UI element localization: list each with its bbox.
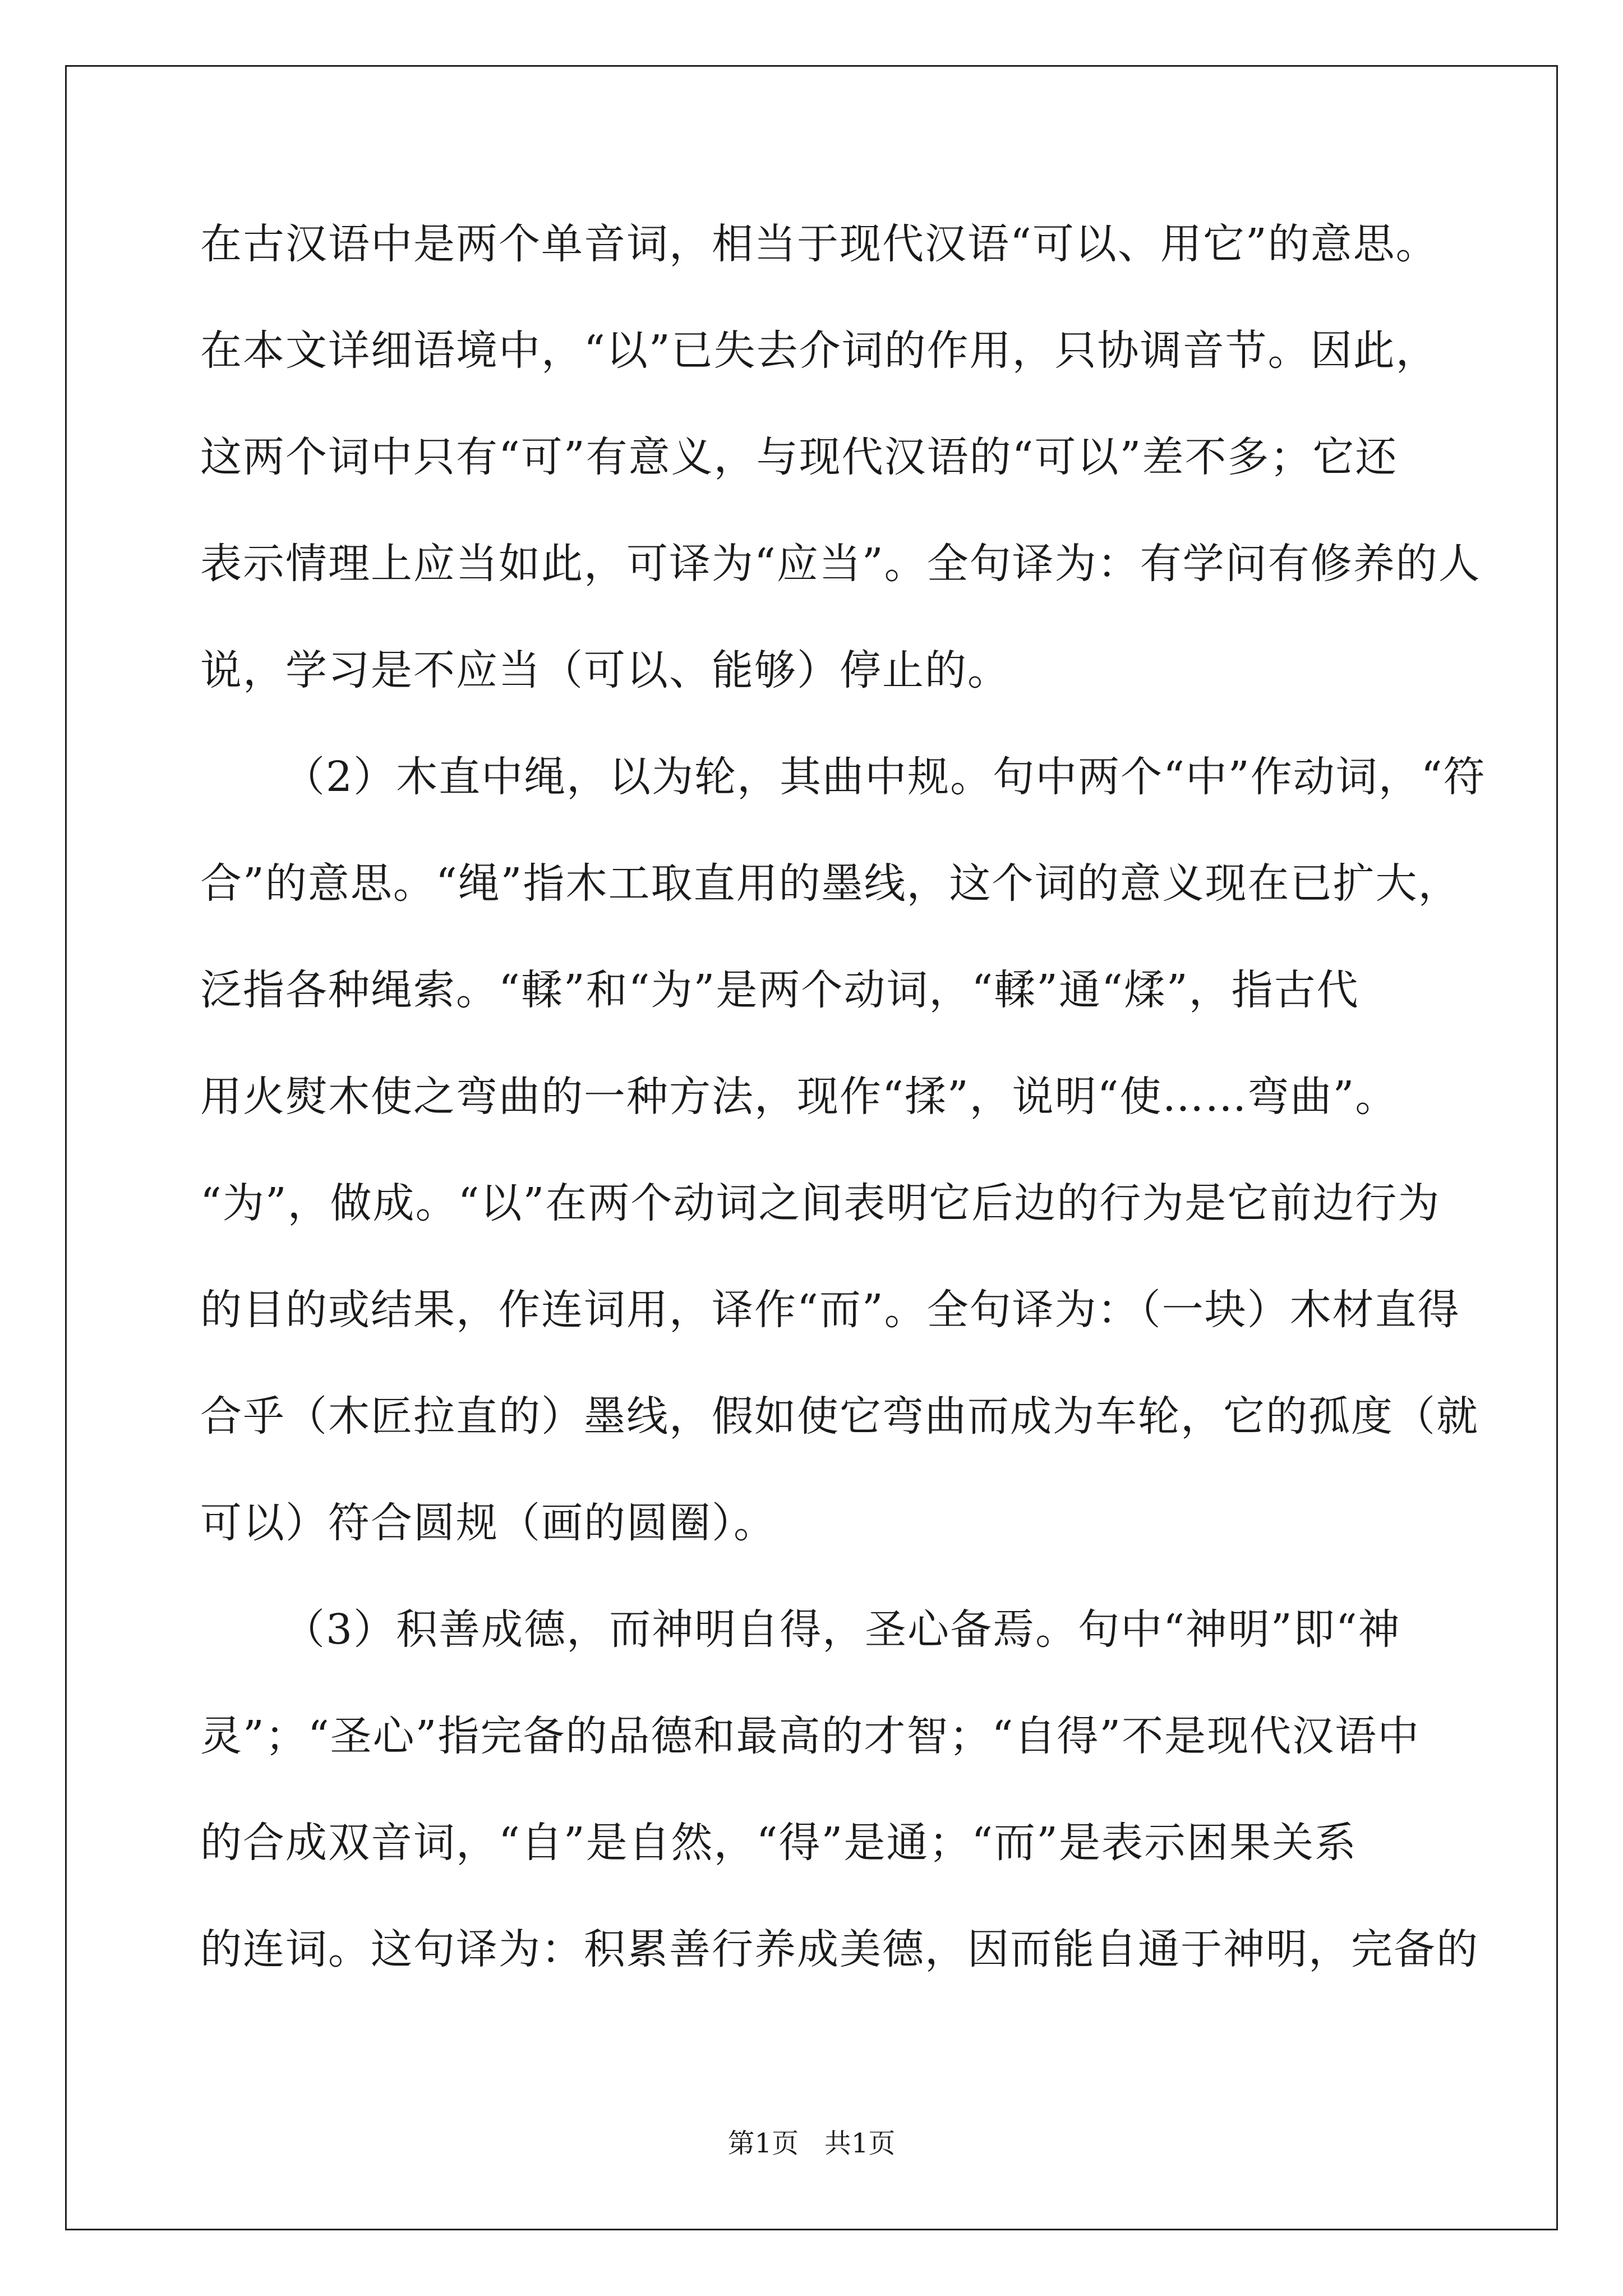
paragraph-start-line: （3）积善成德，而神明自得，圣心备焉。句中“神明”即“神: [283, 1605, 1401, 1654]
text-line: “为”，做成。“以”在两个动词之间表明它后边的行为是它前边行为: [200, 1179, 1441, 1227]
page-number-footer: 第1页 共1页: [727, 2128, 896, 2159]
text-line: 表示情理上应当如此，可译为“应当”。全句译为：有学问有修养的人: [200, 540, 1481, 588]
text-line: 这两个词中只有“可”有意义，与现代汉语的“可以”差不多；它还: [200, 433, 1398, 481]
text-line: 可以）符合圆规（画的圆圈）。: [200, 1499, 776, 1547]
text-line: 用火熨木使之弯曲的一种方法，现作“揉”，说明“使……弯曲”。: [200, 1073, 1398, 1121]
text-line: 灵”；“圣心”指完备的品德和最高的才智；“自得”不是现代汉语中: [200, 1712, 1421, 1760]
text-line: 泛指各种绳索。“輮”和“为”是两个动词，“輮”通“煣”，指古代: [200, 966, 1359, 1014]
text-line: 在古汉语中是两个单音词，相当于现代汉语“可以、用它”的意思。: [200, 220, 1438, 268]
paragraph-start-line: （2）木直中绳，以为轮，其曲中规。句中两个“中”作动词，“符: [283, 753, 1486, 801]
text-line: 合”的意思。“绳”指木工取直用的墨线，这个词的意义现在已扩大，: [200, 859, 1461, 908]
text-line: 的连词。这句译为：积累善行养成美德，因而能自通于神明，完备的: [200, 1925, 1479, 1973]
text-line: 在本文详细语境中，“以”已失去介词的作用，只协调音节。因此，: [200, 326, 1438, 375]
text-line: 说，学习是不应当（可以、能够）停止的。: [200, 646, 1010, 694]
document-body: [200, 213, 1486, 2025]
text-line: 的目的或结果，作连词用，译作“而”。全句译为：（一块）木材直得: [200, 1286, 1460, 1334]
text-line: 合乎（木匠拉直的）墨线，假如使它弯曲而成为车轮，它的孤度（就: [200, 1392, 1479, 1441]
text-line: 的合成双音词，“自”是自然，“得”是通；“而”是表示困果关系: [200, 1819, 1357, 1867]
